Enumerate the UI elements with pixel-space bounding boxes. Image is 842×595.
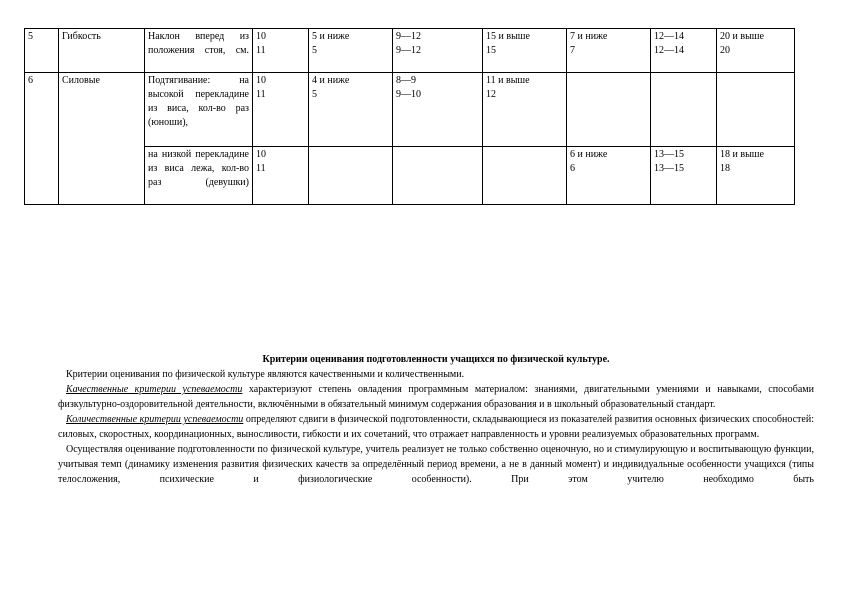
boys-mid-cell: 8—9 9—10	[393, 73, 483, 147]
text-quantitative: определяют сдвиги в физической подготовленности, складывающиеся из показателей развития основных физических способностей: силовых, скоростных, координационных, выносливости, гибкости и их сочетаний, что отражает направленность и уровни реализуемых образовательных программ.	[58, 414, 814, 440]
term-qualitative: Качественные критерии успеваемости	[66, 384, 243, 395]
paragraph-assessment: Осуществляя оценивание подготовленности по физической культуре, учитель реализует не только собственно оценочную, но и стимулирующую и воспитывающую функции, учитывая темп (динамику изменения развития физических качеств за определённый период времени, а не в данный момент) и индивидуальные особенности учащихся (типы телосложения, психические и физиологические особенности). При этом учителю необходимо быть	[58, 444, 814, 485]
paragraph-quantitative	[58, 412, 814, 442]
boys-low-cell: 5 и ниже 5	[309, 29, 393, 73]
table-row	[25, 29, 795, 73]
paragraph-qualitative	[58, 382, 814, 412]
paragraph-intro: Критерии оценивания по физической культуре являются качественными и количественными.	[66, 369, 465, 380]
test-cell: на низкой перекладине из виса лежа, кол-во раз (девушки)	[145, 147, 253, 205]
age-cell: 10 11	[253, 29, 309, 73]
boys-high-cell: 15 и выше 15	[483, 29, 567, 73]
boys-low-cell	[309, 147, 393, 205]
boys-mid-cell	[393, 147, 483, 205]
boys-mid-cell: 9—12 9—12	[393, 29, 483, 73]
girls-low-cell: 7 и ниже 7	[567, 29, 651, 73]
girls-high-cell: 20 и выше 20	[717, 29, 795, 73]
table-row	[25, 73, 795, 147]
girls-low-cell	[567, 73, 651, 147]
test-cell: Наклон вперед из положения стоя, см.	[145, 29, 253, 73]
row-number: 6	[25, 73, 59, 205]
quality-cell: Гибкость	[59, 29, 145, 73]
boys-high-cell	[483, 147, 567, 205]
girls-mid-cell: 13—15 13—15	[651, 147, 717, 205]
criteria-section	[58, 352, 814, 487]
girls-low-cell: 6 и ниже 6	[567, 147, 651, 205]
boys-high-cell: 11 и выше 12	[483, 73, 567, 147]
girls-mid-cell	[651, 73, 717, 147]
section-title: Критерии оценивания подготовленности учащихся по физической культуре.	[262, 354, 610, 365]
girls-mid-cell: 12—14 12—14	[651, 29, 717, 73]
age-cell: 10 11	[253, 73, 309, 147]
norms-table	[24, 28, 795, 205]
age-cell: 10 11	[253, 147, 309, 205]
girls-high-cell: 18 и выше 18	[717, 147, 795, 205]
term-quantitative: Количественные критерии успеваемости	[66, 414, 244, 425]
text-qualitative: характеризуют степень овладения программным материалом: знаниями, двигательными умениями и навыками, способами физкультурно-оздоровительной деятельности, включёнными в обязательный минимум содержания образования и в школьный образовательный стандарт.	[58, 384, 814, 410]
quality-cell: Силовые	[59, 73, 145, 205]
girls-high-cell	[717, 73, 795, 147]
boys-low-cell: 4 и ниже 5	[309, 73, 393, 147]
test-cell: Подтягивание: на высокой перекладине из виса, кол-во раз (юноши),	[145, 73, 253, 147]
row-number: 5	[25, 29, 59, 73]
